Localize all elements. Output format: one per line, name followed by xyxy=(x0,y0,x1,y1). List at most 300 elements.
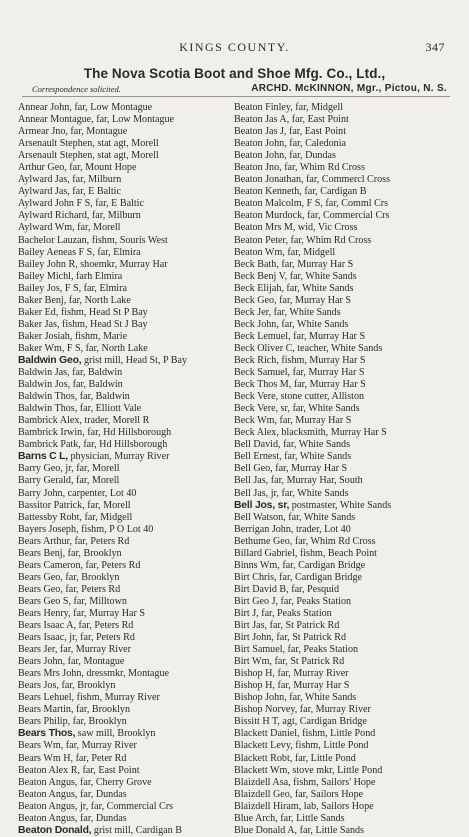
entry-name: Beck John, xyxy=(234,318,279,330)
entry-detail: fishm, Murray River xyxy=(74,692,160,704)
entry-name: Birt Samuel, xyxy=(234,644,286,656)
entry-detail: far, Milburn xyxy=(69,174,122,186)
directory-entry xyxy=(18,271,236,283)
entry-detail: far, Low Montague xyxy=(93,114,175,126)
directory-entry xyxy=(18,560,236,572)
directory-entry xyxy=(18,415,236,427)
entry-name: Blackett Wm, xyxy=(234,764,290,776)
entry-name: Beaton Jas A, xyxy=(234,114,290,126)
entry-name: Bell Geo, xyxy=(234,463,273,475)
entry-detail: fishm, Murray Har S xyxy=(278,354,366,366)
entry-detail: far, White Sands xyxy=(287,270,357,282)
entry-detail: far, Hd Hillsborough xyxy=(84,427,172,439)
entry-name: Bears Geo S, xyxy=(18,595,71,607)
directory-entry xyxy=(234,102,452,114)
directory-entry xyxy=(18,343,236,355)
entry-name: Birt J, xyxy=(234,607,259,619)
directory-entry xyxy=(234,295,452,307)
directory-entry xyxy=(18,138,236,150)
directory-entry xyxy=(18,439,236,451)
entry-detail: far, Little Pond xyxy=(292,752,356,764)
entry-name: Bishop H, xyxy=(234,680,275,692)
directory-entry xyxy=(18,680,236,692)
entry-name: Beck Jer, xyxy=(234,306,272,318)
entry-detail: far, White Sands xyxy=(280,439,351,451)
entry-name: Baldwin Thos, xyxy=(18,391,78,403)
directory-entry xyxy=(18,355,236,367)
entry-detail: fishm, Beach Point xyxy=(297,547,377,559)
entry-name: Bishop Norvey, xyxy=(234,704,298,716)
entry-name: Bishop H, xyxy=(234,668,275,680)
entry-detail: fishm, Souris West xyxy=(89,234,168,246)
entry-detail: fishm, Head St P Bay xyxy=(58,306,148,318)
directory-entry xyxy=(18,198,236,210)
entry-detail: far, Elmira xyxy=(81,282,127,294)
entry-detail: far, Baldwin xyxy=(69,367,123,379)
entry-name: Bissitt H T, xyxy=(234,716,280,728)
running-head: KINGS COUNTY. xyxy=(179,40,290,54)
entry-name: Bishop John, xyxy=(234,692,287,704)
directory-entry xyxy=(234,777,452,789)
entry-name: Beaton Angus, xyxy=(18,800,78,812)
directory-entry xyxy=(234,259,452,271)
directory-entry xyxy=(234,271,452,283)
entry-detail: far, Murray Har S xyxy=(276,294,352,306)
entry-name: Bears Cameron, xyxy=(18,559,84,571)
entry-name: Battessby Robt, xyxy=(18,511,82,523)
entry-name: Aylward Wm, xyxy=(18,222,75,234)
entry-detail: fishm, Sailors' Hope xyxy=(290,776,376,788)
directory-entry xyxy=(234,150,452,162)
entry-detail: far, St Patrick Rd xyxy=(273,632,347,644)
entry-name: Bailey Aeneas F S, xyxy=(18,246,95,258)
entry-name: Birt Jas, xyxy=(234,620,268,632)
entry-name: Bassitor Patrick, xyxy=(18,499,85,511)
entry-name: Baker Jas, xyxy=(18,318,60,330)
directory-entry xyxy=(18,801,236,813)
entry-name: Beaton Jno, xyxy=(234,162,282,174)
entry-name: Blaizdell Hiram, xyxy=(234,800,302,812)
directory-entry xyxy=(18,174,236,186)
entry-name: Baldwin Jas, xyxy=(18,367,70,379)
entry-name: Beaton Murdock, xyxy=(234,210,305,222)
entry-detail: far, White Sands xyxy=(281,451,352,463)
entry-name: Bears Wm, xyxy=(18,740,64,752)
entry-detail: far, Peaks Station xyxy=(258,607,332,619)
directory-entry xyxy=(18,331,236,343)
entry-detail: far, St Patrick Rd xyxy=(267,620,340,632)
directory-entry xyxy=(18,150,236,162)
entry-name: Bears Thos, xyxy=(18,728,76,740)
entry-detail: fishm, Marie xyxy=(72,330,128,342)
entry-detail: jr, far, Peters Rd xyxy=(66,632,135,644)
directory-entry xyxy=(18,753,236,765)
directory-entry xyxy=(234,704,452,716)
directory-entry xyxy=(234,439,452,451)
entry-detail: far, Morell xyxy=(74,222,121,234)
entry-name: Arthur Geo, xyxy=(18,162,67,174)
directory-entry xyxy=(234,668,452,680)
ad-contact: ARCHD. McKINNON, Mgr., Pictou, N. S. xyxy=(251,83,447,94)
directory-entry xyxy=(234,656,452,668)
directory-entry xyxy=(234,355,452,367)
directory-entry xyxy=(234,825,452,837)
entry-name: Birt David B, xyxy=(234,583,289,595)
entry-name: Birt John, xyxy=(234,632,274,644)
entry-detail: far, Midgell xyxy=(292,102,344,113)
entry-detail: stat agt, Morell xyxy=(94,150,159,162)
entry-name: Bears Arthur, xyxy=(18,535,72,547)
directory-entry xyxy=(234,716,452,728)
directory-entry xyxy=(18,210,236,222)
entry-detail: stat agt, Morell xyxy=(94,138,159,150)
directory-entry xyxy=(18,548,236,560)
entry-detail: far, East Point xyxy=(289,114,349,126)
directory-entry xyxy=(18,765,236,777)
directory-entry xyxy=(234,500,452,512)
entry-name: Bell Jas, xyxy=(234,487,269,499)
divider xyxy=(22,96,450,97)
directory-entry xyxy=(234,548,452,560)
entry-name: Baldwin Jos, xyxy=(18,379,71,391)
entry-detail: lab, Sailors Hope xyxy=(301,800,374,812)
directory-entry xyxy=(18,740,236,752)
entry-name: Beaton Kenneth, xyxy=(234,186,302,198)
entry-detail: far, Hd Hillsborough xyxy=(80,439,168,451)
directory-entry xyxy=(234,114,452,126)
directory-entry xyxy=(234,379,452,391)
directory-entry xyxy=(234,343,452,355)
entry-detail: far, Murray Har S xyxy=(70,607,146,619)
entry-name: Beck Vere, xyxy=(234,391,279,403)
entry-detail: far, Milltown xyxy=(70,595,127,607)
directory-entry xyxy=(234,728,452,740)
entry-detail: far, Cardigan Bridge xyxy=(276,571,362,583)
directory-entry xyxy=(18,488,236,500)
directory-entry xyxy=(234,367,452,379)
entry-name: Beaton Donald, xyxy=(18,824,92,836)
directory-entry xyxy=(234,463,452,475)
directory-entry xyxy=(18,536,236,548)
entry-name: Bears Martin, xyxy=(18,704,74,716)
directory-entry xyxy=(234,632,452,644)
directory-entry xyxy=(18,572,236,584)
entry-detail: far, East Point xyxy=(286,126,347,138)
entry-detail: far, Murray Har S xyxy=(276,415,352,427)
entry-name: Blaizdell Asa, xyxy=(234,776,291,788)
entry-detail: far, Peters Rd xyxy=(62,583,121,595)
directory-entry xyxy=(234,235,452,247)
directory-entry xyxy=(18,162,236,174)
entry-name: Armear Jno, xyxy=(18,126,68,138)
entry-detail: far, Murray Har, South xyxy=(268,475,363,487)
entry-name: Baker Ed, xyxy=(18,306,59,318)
directory-entry xyxy=(18,403,236,415)
entry-name: Beck Rich, xyxy=(234,354,279,366)
entry-detail: far, Dundas xyxy=(77,788,127,800)
entry-name: Arsenault Stephen, xyxy=(18,150,95,162)
directory-entry xyxy=(18,102,236,114)
entry-detail: far, Milburn xyxy=(89,210,141,222)
entry-name: Annear John, xyxy=(18,102,72,113)
directory-entry xyxy=(234,680,452,692)
entry-name: Beaton Wm, xyxy=(234,246,285,258)
directory-entry xyxy=(18,789,236,801)
entry-name: Birt Geo J, xyxy=(234,595,279,607)
entry-name: Beaton Angus, xyxy=(18,812,78,824)
directory-entry xyxy=(18,777,236,789)
entry-detail: agt, Cardigan Bridge xyxy=(279,716,367,728)
entry-detail: far, Murray Har S xyxy=(291,379,366,391)
directory-entry xyxy=(18,307,236,319)
entry-name: Beck Lemuel, xyxy=(234,330,291,342)
entry-name: Bears Jos, xyxy=(18,680,59,692)
entry-detail: far, Murray River xyxy=(274,668,349,680)
entry-name: Billard Gabriel, xyxy=(234,547,298,559)
directory-entry xyxy=(18,500,236,512)
entry-name: Bell David, xyxy=(234,439,281,451)
directory-entry xyxy=(234,644,452,656)
directory-entry xyxy=(18,620,236,632)
entry-detail: far, North Lake xyxy=(66,294,131,306)
entry-name: Bears Isaac A, xyxy=(18,620,77,632)
entry-name: Birt Wm, xyxy=(234,656,272,668)
entry-name: Bambrick Alex, xyxy=(18,415,82,427)
entry-detail: far, Brooklyn xyxy=(58,680,116,692)
entry-name: Beck Wm, xyxy=(234,415,277,427)
entry-detail: far, Murray River xyxy=(57,644,131,656)
entry-name: Beck Geo, xyxy=(234,294,277,306)
entry-name: Baker Josiah, xyxy=(18,330,73,342)
entry-detail: far, Brooklyn xyxy=(73,704,131,716)
entry-detail: blacksmith, Murray Har S xyxy=(278,427,387,439)
directory-entry xyxy=(234,560,452,572)
directory-entry xyxy=(18,596,236,608)
directory-entry xyxy=(234,391,452,403)
entry-detail: far, Elmira xyxy=(94,246,141,258)
entry-detail: far, Morell xyxy=(73,475,120,487)
entry-name: Baldwin Geo, xyxy=(18,354,82,366)
entry-name: Bears Benj, xyxy=(18,547,66,559)
directory-entry xyxy=(18,114,236,126)
entry-detail: far, Cardigan B xyxy=(301,186,367,198)
entry-detail: far, St Patrick Rd xyxy=(271,656,345,668)
directory-entry xyxy=(234,596,452,608)
entry-detail: far, Elliott Vale xyxy=(77,403,142,415)
directory-entry xyxy=(18,704,236,716)
entry-detail: far, Peters Rd xyxy=(71,535,130,547)
entry-name: Blackett Robt, xyxy=(234,752,293,764)
directory-entry xyxy=(234,307,452,319)
directory-entry xyxy=(18,463,236,475)
entry-detail: far, Pesquid xyxy=(288,583,340,595)
entry-detail: fishm, Head St J Bay xyxy=(59,318,148,330)
entry-name: Aylward Richard, xyxy=(18,210,90,222)
entry-detail: far, White Sands xyxy=(283,282,354,294)
directory-entry xyxy=(234,536,452,548)
entry-name: Annear Montague, xyxy=(18,114,94,126)
entry-name: Bailey Jos, F S, xyxy=(18,282,82,294)
entry-detail: jr, far, Morell xyxy=(62,463,120,475)
entry-name: Bayers Joseph, xyxy=(18,523,79,535)
entry-detail: far, Morell xyxy=(84,499,131,511)
entry-detail: grist mill, Cardigan B xyxy=(91,824,182,836)
entry-name: Barry Geo, xyxy=(18,463,63,475)
entry-name: Bears Henry, xyxy=(18,607,71,619)
directory-entry xyxy=(234,427,452,439)
entry-detail: far, Murray Har S xyxy=(290,367,365,379)
entry-name: Beaton Angus, xyxy=(18,776,78,788)
entry-detail: far, Whim Rd Cross xyxy=(287,234,372,246)
entry-name: Beaton Mrs M, xyxy=(234,222,296,234)
entry-detail: far, Dundas xyxy=(286,150,336,162)
directory-entry xyxy=(234,174,452,186)
entry-detail: far, White Sands xyxy=(271,306,341,318)
entry-name: Bears Mrs John, xyxy=(18,668,84,680)
entry-detail: far, Brooklyn xyxy=(65,547,122,559)
entry-detail: saw mill, Brooklyn xyxy=(75,728,156,740)
entry-name: Binns Wm, xyxy=(234,559,280,571)
directory-entry xyxy=(234,283,452,295)
directory-entry xyxy=(234,210,452,222)
entry-detail: physician, Murray River xyxy=(67,451,170,463)
entry-name: Aylward Jas, xyxy=(18,174,70,186)
entry-name: Beaton Angus, xyxy=(18,788,78,800)
entry-detail: fishm, Little Pond xyxy=(299,728,376,740)
directory-entry xyxy=(234,524,452,536)
entry-detail: grist mill, Head St, P Bay xyxy=(81,354,188,366)
entry-name: Beaton John, xyxy=(234,150,287,162)
entry-name: Baldwin Thos, xyxy=(18,403,78,415)
directory-entry xyxy=(234,801,452,813)
directory-entry xyxy=(18,716,236,728)
directory-entry xyxy=(234,608,452,620)
entry-detail: far, Little Sands xyxy=(277,812,345,824)
directory-entry xyxy=(234,789,452,801)
entry-name: Birt Chris, xyxy=(234,571,277,583)
entry-detail: far, Peter Rd xyxy=(73,752,127,764)
entry-detail: far, Commercial Crs xyxy=(304,210,390,222)
directory-entry xyxy=(18,512,236,524)
directory-entry xyxy=(18,126,236,138)
entry-detail: fishm, P O Lot 40 xyxy=(78,523,154,535)
directory-entry xyxy=(234,765,452,777)
entry-name: Bell Ernest, xyxy=(234,451,282,463)
entry-detail: wid, Vic Cross xyxy=(295,222,358,234)
entry-name: Bell Watson, xyxy=(234,511,286,523)
directory-entry xyxy=(234,138,452,150)
directory-entry xyxy=(18,668,236,680)
directory-entry xyxy=(234,319,452,331)
directory-entry xyxy=(18,728,236,740)
entry-name: Blackett Daniel, xyxy=(234,728,300,740)
entry-detail: far, Caledonia xyxy=(286,138,347,150)
entry-detail: far, Murray Har S xyxy=(274,680,350,692)
entry-name: Bailey John R, xyxy=(18,258,78,270)
directory-entry xyxy=(234,331,452,343)
directory-entry xyxy=(18,295,236,307)
directory-entry xyxy=(234,415,452,427)
page-header xyxy=(0,40,469,54)
directory-entry xyxy=(234,572,452,584)
advertisement-banner xyxy=(0,66,469,95)
entry-detail: far, North Lake xyxy=(83,342,148,354)
directory-entry xyxy=(234,247,452,259)
entry-detail: jr, far, White Sands xyxy=(268,487,349,499)
directory-entry xyxy=(18,813,236,825)
directory-entry xyxy=(18,283,236,295)
directory-entry xyxy=(234,198,452,210)
entry-name: Blackett Levy, xyxy=(234,740,293,752)
directory-entry xyxy=(18,259,236,271)
entry-detail: far, Montague xyxy=(67,126,128,138)
directory-entry xyxy=(18,632,236,644)
entry-detail: dressmkr, Montague xyxy=(83,668,169,680)
entry-detail: farh Elmira xyxy=(73,270,123,282)
entry-name: Blue Arch, xyxy=(234,812,278,824)
entry-name: Bears Philip, xyxy=(18,716,71,728)
directory-entry xyxy=(18,186,236,198)
entry-name: Bell Jas, xyxy=(234,475,269,487)
entry-name: Beck Bath, xyxy=(234,258,279,270)
directory-entry xyxy=(18,247,236,259)
ad-correspondence: Correspondence solicited. xyxy=(32,84,121,94)
entry-name: Beaton Jonathan, xyxy=(234,174,304,186)
entry-name: Beaton Malcolm, xyxy=(234,198,305,210)
entry-detail: far, Whim Rd Cross xyxy=(281,162,365,174)
directory-entry xyxy=(18,825,236,837)
entry-detail: far, White Sands xyxy=(278,318,349,330)
entry-detail: postmaster, White Sands xyxy=(289,499,392,511)
entry-name: Baker Wm, F S, xyxy=(18,342,84,354)
entry-detail: far, Whim Rd Cross xyxy=(292,535,376,547)
entry-name: Bears Geo, xyxy=(18,583,63,595)
entry-detail: shoemkr, Murray Har xyxy=(77,258,168,270)
entry-detail: far, Baldwin xyxy=(77,391,130,403)
directory-entry xyxy=(18,584,236,596)
entry-detail: trader, Lot 40 xyxy=(293,523,351,535)
page-number: 347 xyxy=(425,40,445,54)
directory-entry xyxy=(18,222,236,234)
entry-detail: far, Peters Rd xyxy=(76,620,134,632)
entry-detail: far, Baldwin xyxy=(70,379,123,391)
directory-entry xyxy=(18,367,236,379)
directory-entry xyxy=(234,186,452,198)
directory-entry xyxy=(234,740,452,752)
directory-entry xyxy=(18,319,236,331)
entry-name: Bambrick Irwin, xyxy=(18,427,85,439)
entry-name: Beaton John, xyxy=(234,138,287,150)
entry-detail: jr, far, Commercial Crs xyxy=(77,800,174,812)
directory-entry xyxy=(234,451,452,463)
entry-name: Beaton Alex R, xyxy=(18,764,80,776)
directory-entry xyxy=(234,488,452,500)
directory-entry xyxy=(234,620,452,632)
entry-name: Bachelor Lauzan, xyxy=(18,234,90,246)
directory-entry xyxy=(18,644,236,656)
entry-name: Beaton Finley, xyxy=(234,102,293,113)
entry-detail: far, Sailors Hope xyxy=(292,788,364,800)
entry-detail: far, Brooklyn xyxy=(62,571,120,583)
entry-name: Beaton Peter, xyxy=(234,234,288,246)
directory-entry xyxy=(18,692,236,704)
entry-name: Beck Oliver C, xyxy=(234,342,295,354)
entry-name: Barry John, xyxy=(18,487,66,499)
entry-detail: teacher, White Sands xyxy=(294,342,383,354)
directory-entry xyxy=(18,608,236,620)
entry-name: Baker Benj, xyxy=(18,294,67,306)
entry-detail: far, Little Sands xyxy=(297,824,364,836)
